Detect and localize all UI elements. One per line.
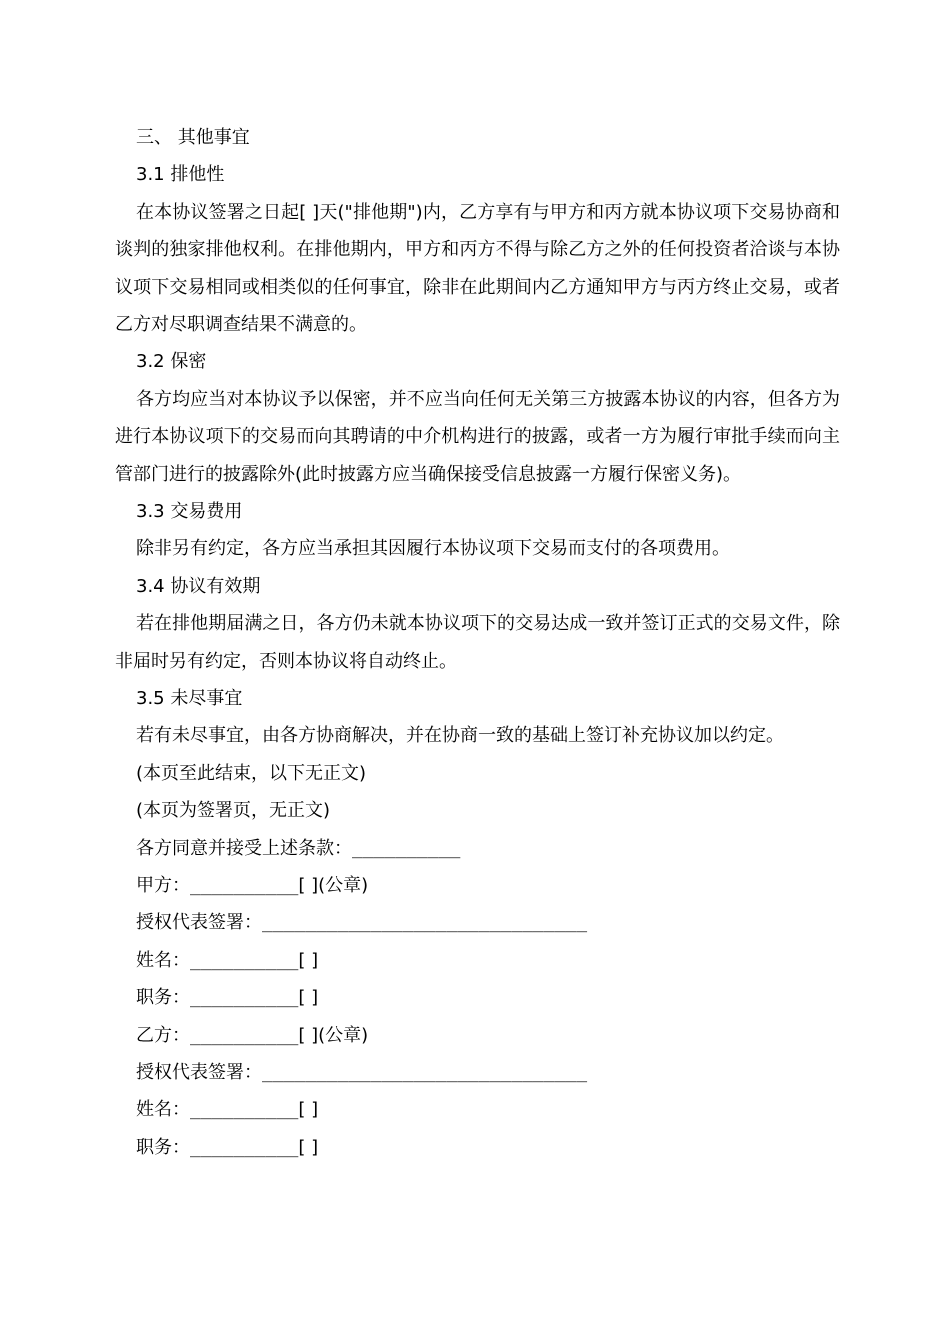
section-title: 三、 其他事宜	[136, 127, 250, 148]
party-a-seal: [ ](公章)	[298, 874, 369, 896]
party-a-rep-blank[interactable]: ______________________________	[262, 912, 588, 934]
clause-paragraph-3-5: 若有未尽事宜，由各方协商解决，并在协商一致的基础上签订补充协议加以约定。	[136, 725, 784, 747]
party-a-name-line	[115, 942, 840, 979]
party-a-name-blank[interactable]: __________	[190, 949, 299, 971]
party-a-line	[115, 867, 840, 904]
clause-paragraph-3-1: 在本协议签署之日起[ ]天("排他期")内，乙方享有与甲方和丙方就本协议项下交易协商和谈判的独家排他权利。在排他期内，甲方和丙方不得与除乙方之外的任何投资者洽谈与本协议项下交易相同或相类似的任何事宜，除非在此期间内乙方通知甲方与丙方终止交易，或者乙方对尽职调查结果不满意的。	[115, 201, 840, 335]
agreement-blank[interactable]: __________	[352, 837, 461, 859]
clause-paragraph-3-3: 除非另有约定，各方应当承担其因履行本协议项下交易而支付的各项费用。	[136, 538, 730, 560]
clause-heading-3-3: 3.3 交易费用	[136, 501, 243, 523]
party-b-blank[interactable]: __________	[190, 1024, 299, 1046]
party-b-rep-line	[115, 1054, 840, 1091]
party-b-rep-blank[interactable]: ______________________________	[262, 1061, 588, 1083]
party-b-title-bracket: [ ]	[298, 1136, 319, 1158]
party-b-name-blank[interactable]: __________	[190, 1099, 299, 1121]
party-a-name-label: 姓名：	[136, 949, 190, 971]
signature-page-note: (本页为签署页，无正文)	[136, 800, 331, 822]
clause-heading-3-2: 3.2 保密	[136, 351, 207, 373]
party-b-seal: [ ](公章)	[298, 1024, 369, 1046]
clause-paragraph-3-2: 各方均应当对本协议予以保密，并不应当向任何无关第三方披露本协议的内容，但各方为进行本协议项下的交易而向其聘请的中介机构进行的披露，或者一方为履行审批手续而向主管部门进行的披露除外(此时披露方应当确保接受信息披露一方履行保密义务)。	[115, 388, 840, 485]
agreement-label: 各方同意并接受上述条款：	[136, 837, 352, 859]
party-b-name-bracket: [ ]	[298, 1099, 319, 1121]
party-a-label: 甲方：	[136, 874, 190, 896]
party-a-rep-label: 授权代表签署：	[136, 912, 262, 934]
party-b-line	[115, 1017, 840, 1054]
end-of-text-note: (本页至此结束，以下无正文)	[136, 762, 367, 784]
party-a-blank[interactable]: __________	[190, 874, 299, 896]
party-b-title-blank[interactable]: __________	[190, 1136, 299, 1158]
party-b-title-line	[115, 1129, 840, 1166]
document-body	[115, 119, 840, 1166]
party-b-title-label: 职务：	[136, 1136, 190, 1158]
party-b-rep-label: 授权代表签署：	[136, 1061, 262, 1083]
party-a-title-line	[115, 979, 840, 1016]
party-a-rep-line	[115, 904, 840, 941]
clause-heading-3-5: 3.5 未尽事宜	[136, 688, 243, 710]
party-b-name-line	[115, 1091, 840, 1128]
clause-heading-3-4: 3.4 协议有效期	[136, 575, 261, 597]
party-a-title-blank[interactable]: __________	[190, 987, 299, 1009]
party-a-title-label: 职务：	[136, 987, 190, 1009]
party-a-title-bracket: [ ]	[298, 987, 319, 1009]
party-b-label: 乙方：	[136, 1024, 190, 1046]
party-a-name-bracket: [ ]	[298, 949, 319, 971]
clause-paragraph-3-4: 若在排他期届满之日，各方仍未就本协议项下的交易达成一致并签订正式的交易文件，除非届时另有约定，否则本协议将自动终止。	[115, 613, 840, 672]
party-b-name-label: 姓名：	[136, 1099, 190, 1121]
agreement-line	[115, 830, 840, 867]
clause-heading-3-1: 3.1 排他性	[136, 164, 225, 186]
